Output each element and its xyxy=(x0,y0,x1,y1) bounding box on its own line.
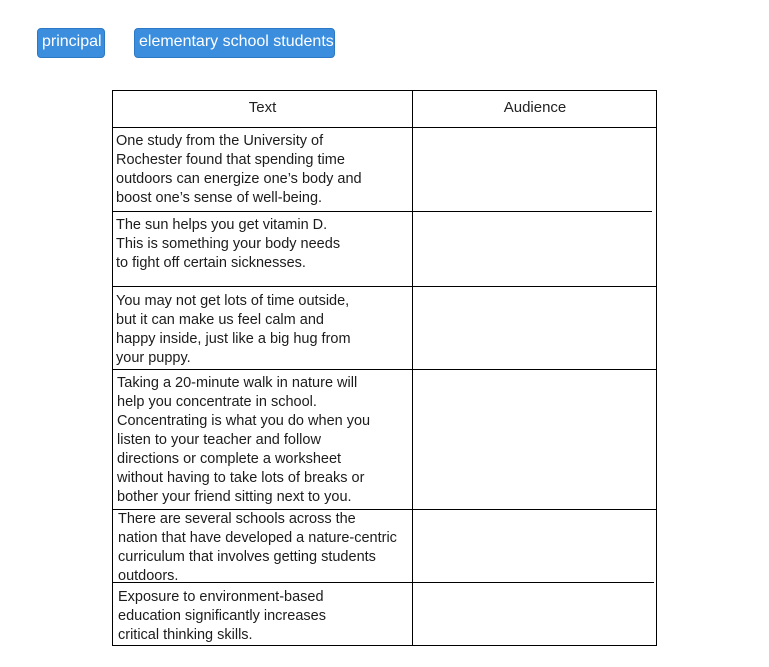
audience-drop-zone-3[interactable] xyxy=(413,287,657,369)
row-3-text: You may not get lots of time outside, but it can make us feel calm and happy inside, just like a big hug from your puppy. xyxy=(116,293,351,366)
row-1-text: One study from the University of Rochester found that spending time outdoors can energize one’s body and boost one’s sense of well-being. xyxy=(116,133,362,206)
header-text: Text xyxy=(248,99,277,116)
audience-drop-zone-6[interactable] xyxy=(413,583,657,645)
text-audience-table xyxy=(112,90,657,646)
audience-drop-zone-5[interactable] xyxy=(413,510,657,582)
row-2-text: The sun helps you get vitamin D. This is something your body needs to fight off certain sicknesses. xyxy=(116,217,341,271)
audience-drop-zone-2[interactable] xyxy=(413,212,657,286)
drag-tile-elementary-school-students[interactable]: elementary school students xyxy=(134,28,335,58)
row-5-text: There are several schools across the nation that have developed a nature-centric curriculum that involves getting students outdoors. xyxy=(118,511,397,584)
row-6-text: Exposure to environment-based education significantly increases critical thinking skills. xyxy=(118,589,326,643)
audience-drop-zone-4[interactable] xyxy=(413,370,657,509)
audience-drop-zone-1[interactable] xyxy=(413,128,657,211)
drag-tile-principal[interactable]: principal xyxy=(37,28,105,58)
header-audience: Audience xyxy=(503,99,567,116)
row-4-text: Taking a 20-minute walk in nature will help you concentrate in school. Concentrating is what you do when you listen to your teacher and follow directions or complete a worksheet without having to take lots of breaks or bother your friend sitting next to you. xyxy=(117,375,371,505)
